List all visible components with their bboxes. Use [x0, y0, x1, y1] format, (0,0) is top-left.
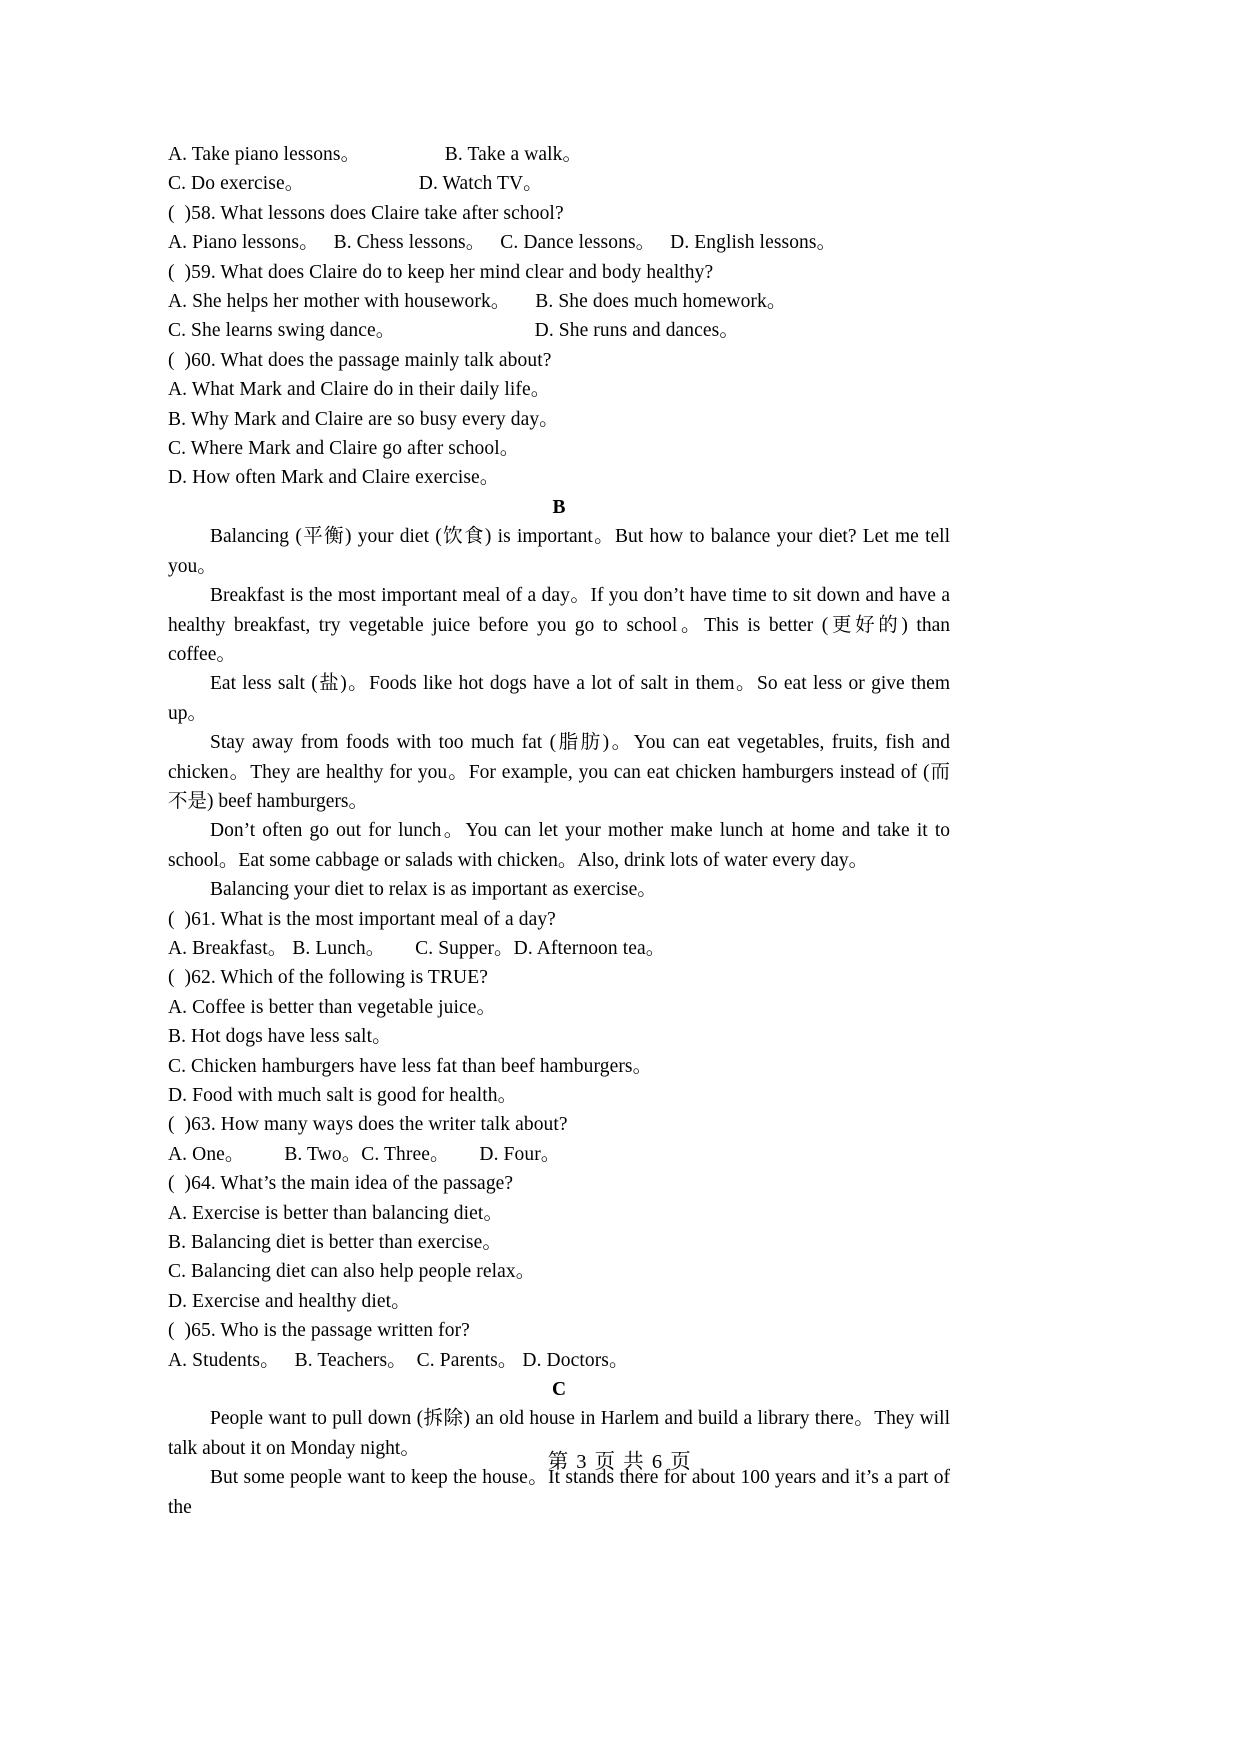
question-60-option-b: B. Why Mark and Claire are so busy every day。	[168, 408, 559, 430]
question-62-option-d: D. Food with much salt is good for health。	[168, 1085, 518, 1106]
passage-b-paragraph-1: Balancing (平衡) your diet (饮食) is important。But how to balance your diet? Let me tell you。	[168, 526, 950, 577]
question-63-options: A. One。 B. Two。C. Three。 D. Four。	[168, 1143, 561, 1165]
question-62-stem: ( )62. Which of the following is TRUE?	[168, 967, 489, 989]
passage-b-paragraph-6: Balancing your diet to relax is as important as exercise。	[210, 879, 657, 901]
question-61-stem: ( )61. What is the most important meal of a day?	[168, 908, 556, 930]
question-57-options-ab: A. Take piano lessons。 B. Take a walk。	[168, 144, 583, 165]
question-65-stem: ( )65. Who is the passage written for?	[168, 1320, 470, 1342]
question-60-option-d: D. How often Mark and Claire exercise。	[168, 467, 500, 489]
passage-c-heading: C	[551, 1379, 567, 1401]
question-62-option-b: B. Hot dogs have less salt。	[168, 1026, 392, 1048]
page-footer	[0, 1444, 1240, 1474]
question-64-option-c: C. Balancing diet can also help people relax。	[168, 1261, 536, 1283]
page-content	[168, 140, 950, 1522]
question-60-stem: ( )60. What does the passage mainly talk about?	[168, 349, 552, 371]
passage-b-heading: B	[552, 496, 566, 518]
question-58-options: A. Piano lessons。 B. Chess lessons。 C. Dance lessons。 D. English lessons。	[168, 232, 837, 254]
passage-b-paragraph-2: Breakfast is the most important meal of a day。If you don’t have time to sit down and have a healthy breakfast, try vegetable juice before you go to school。This is better (更好的) than coffee。	[168, 585, 950, 665]
question-64-option-b: B. Balancing diet is better than exercise。	[168, 1232, 502, 1254]
question-62-option-c: C. Chicken hamburgers have less fat than beef hamburgers。	[168, 1055, 653, 1077]
question-60-option-c: C. Where Mark and Claire go after school。	[168, 438, 520, 460]
question-60-option-a: A. What Mark and Claire do in their daily life。	[168, 379, 551, 401]
question-64-option-d: D. Exercise and healthy diet。	[168, 1290, 411, 1312]
question-59-options-ab: A. She helps her mother with housework。 B. She does much homework。	[168, 291, 787, 313]
passage-b-paragraph-4: Stay away from foods with too much fat (脂肪)。You can eat vegetables, fruits, fish and chicken。They are healthy for you。For example, you can eat chicken hamburgers instead of (而不是) beef hamburgers。	[168, 732, 950, 812]
question-64-option-a: A. Exercise is better than balancing diet。	[168, 1202, 504, 1224]
question-62-option-a: A. Coffee is better than vegetable juice。	[168, 996, 497, 1018]
question-59-stem: ( )59. What does Claire do to keep her mind clear and body healthy?	[168, 261, 714, 283]
passage-b-paragraph-3: Eat less salt (盐)。Foods like hot dogs have a lot of salt in them。So eat less or give them up。	[168, 673, 950, 724]
passage-b-paragraph-5: Don’t often go out for lunch。You can let your mother make lunch at home and take it to school。Eat some cabbage or salads with chicken。Also, drink lots of water every day。	[168, 820, 950, 871]
question-57-options-cd: C. Do exercise。 D. Watch TV。	[168, 173, 543, 195]
question-59-options-cd: C. She learns swing dance。 D. She runs and dances。	[168, 320, 739, 342]
question-58-stem: ( )58. What lessons does Claire take after school?	[168, 202, 564, 224]
passage-c-paragraph-1: People want to pull down (拆除) an old house in Harlem and build a library there。They will talk about it on Monday night。	[168, 1408, 950, 1459]
question-65-options: A. Students。 B. Teachers。 C. Parents。 D. Doctors。	[168, 1349, 629, 1371]
question-63-stem: ( )63. How many ways does the writer talk about?	[168, 1114, 568, 1136]
passage-c-paragraph-2: But some people want to keep the house。It stands there for about 100 years and it’s a part of the	[168, 1467, 950, 1518]
page-footer-text: 第 3 页 共 6 页	[547, 1451, 693, 1473]
question-64-stem: ( )64. What’s the main idea of the passage?	[168, 1173, 514, 1195]
question-61-options: A. Breakfast。 B. Lunch。 C. Supper。D. Afternoon tea。	[168, 937, 666, 959]
